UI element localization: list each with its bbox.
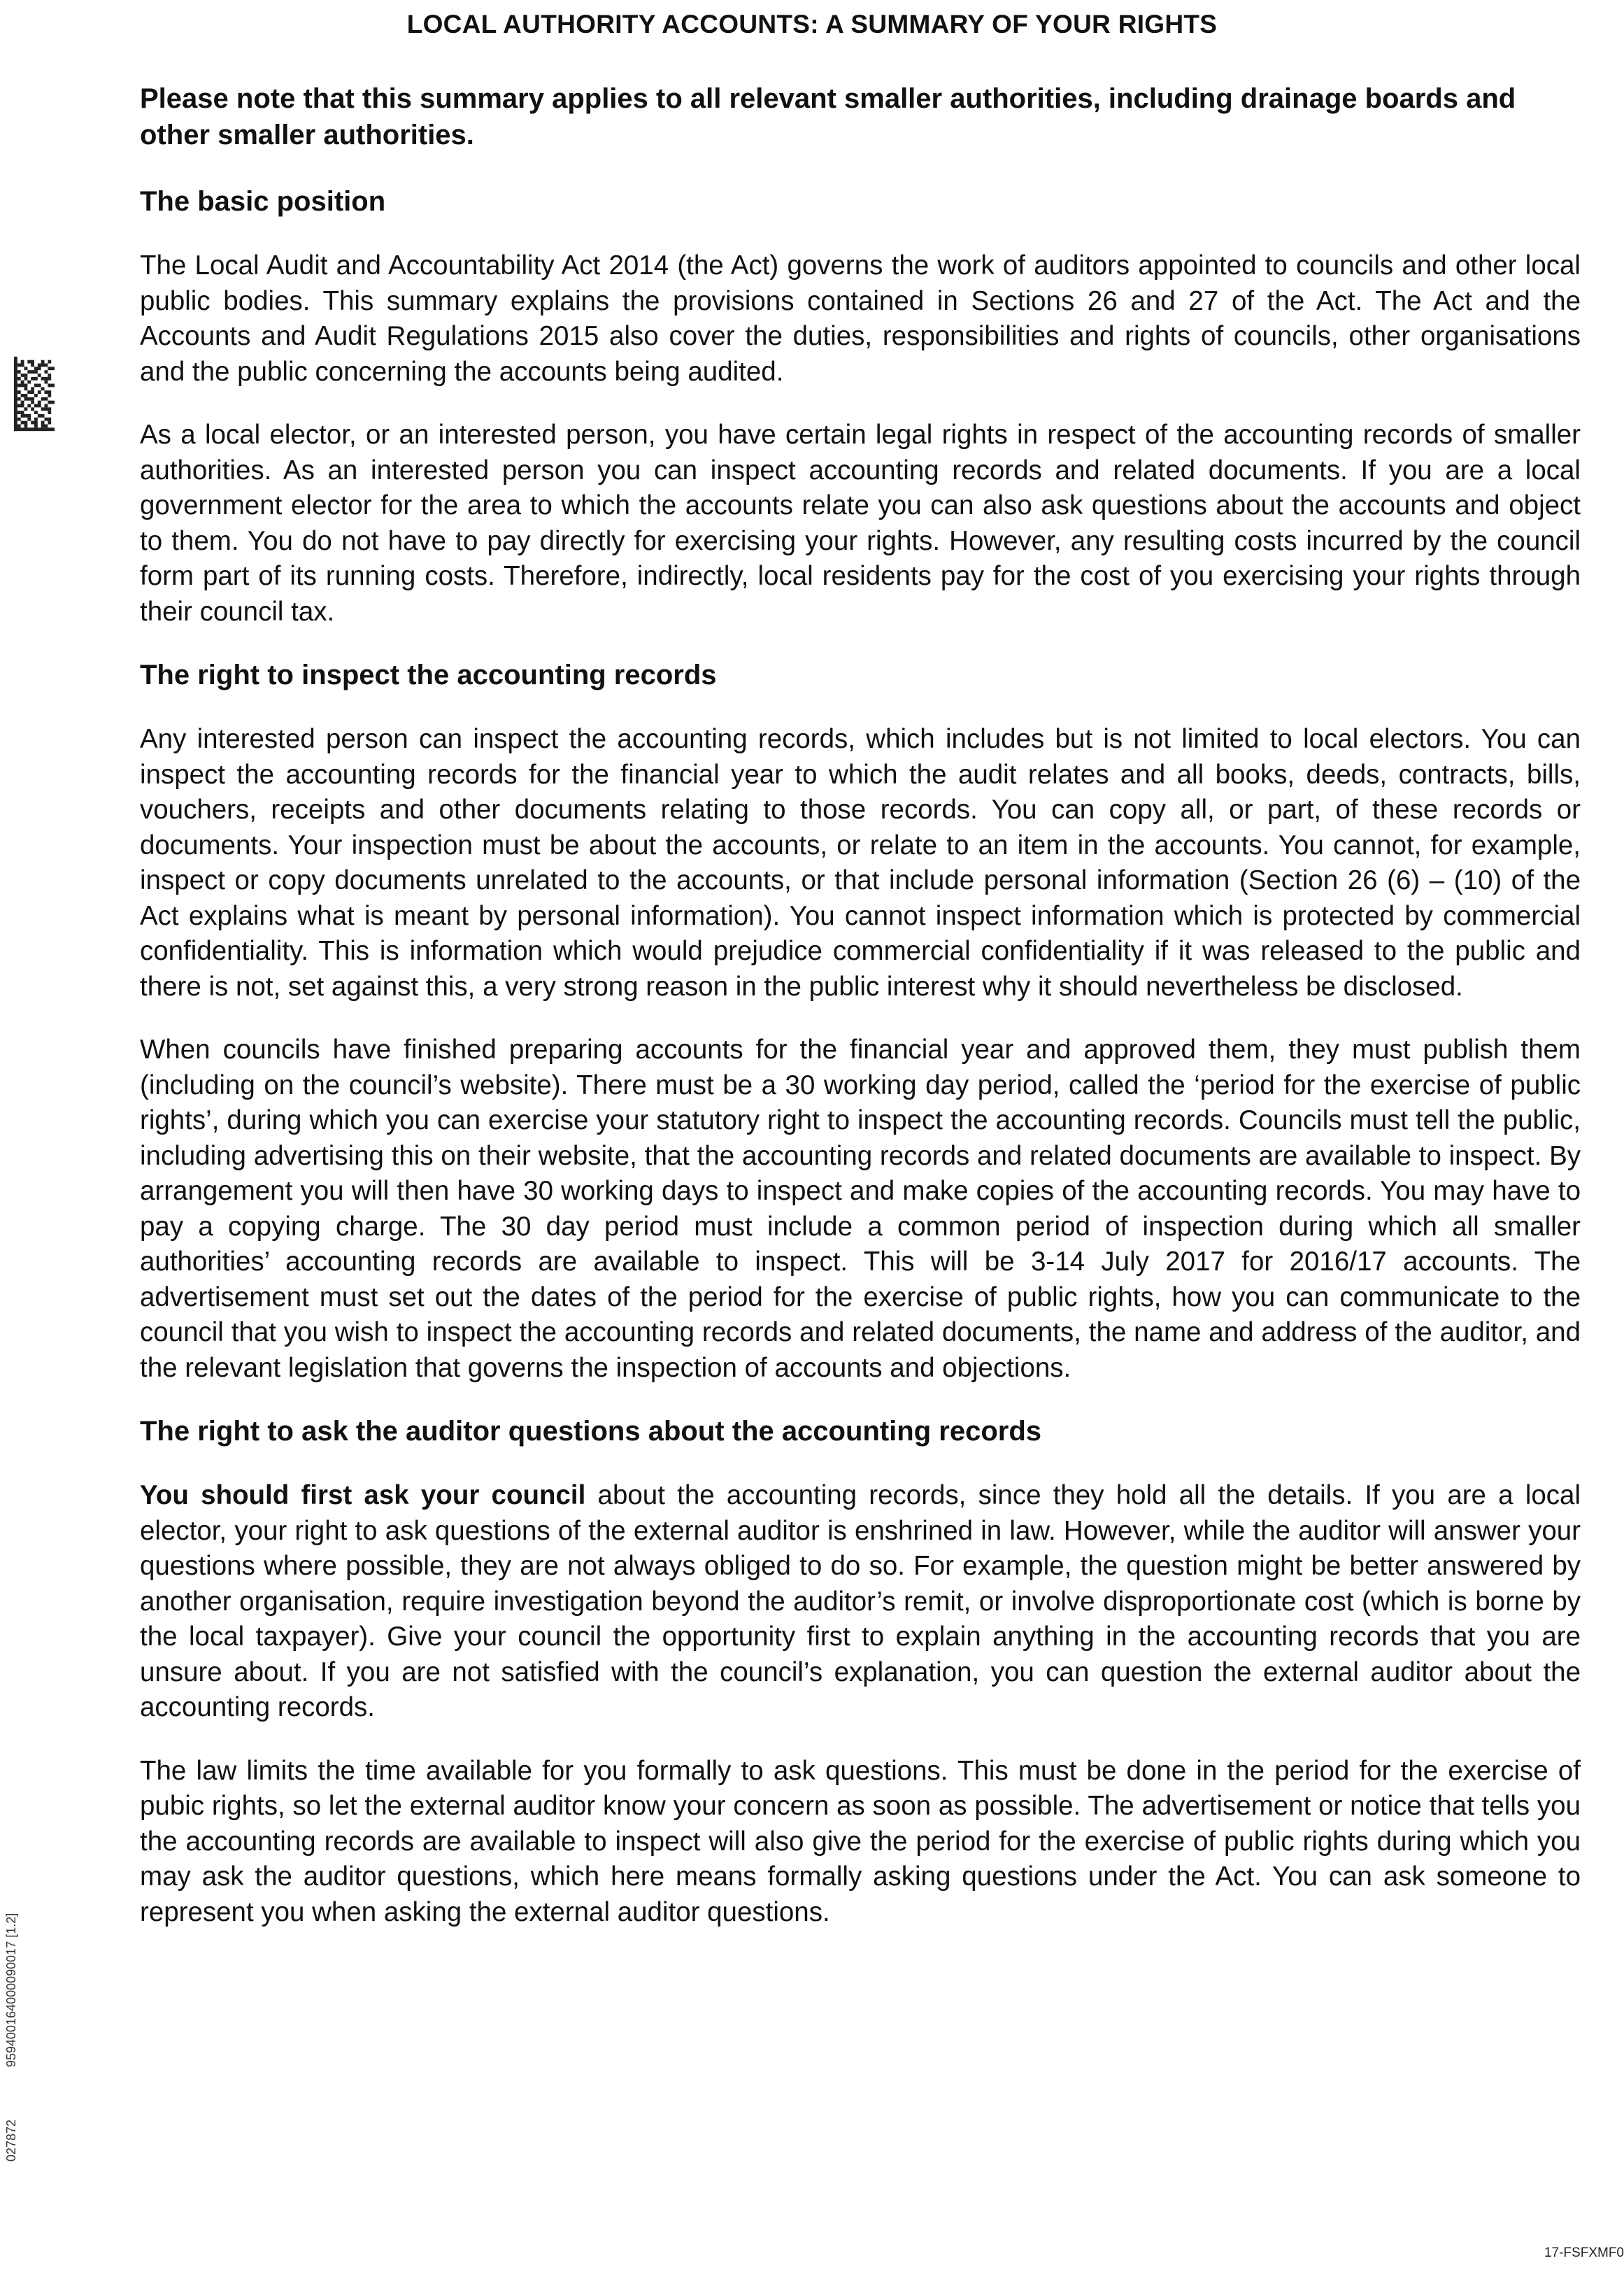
paragraph (140, 1478, 1581, 1726)
scan-code: 959400164000090017 [1.2] (4, 1913, 18, 2067)
paragraph: The Local Audit and Accountability Act 2014 (the Act) governs the work of auditors appointed to councils and other local public bodies. This summary explains the provisions contained in Sections 26 and 27 of the Act. The Act and the Accounts and Audit Regulations 2015 also cover the duties, responsibilities and rights of councils, other organisations and the public concerning the accounts being audited. (140, 250, 1581, 387)
section-heading: The basic position (140, 186, 386, 217)
paragraph: As a local elector, or an interested person, you have certain legal rights in respect of the accounting records of smaller authorities. As an interested person you can inspect accounting records and related documents. If you are a local government elector for the area to which the accounts relate you can also ask questions about the accounts and object to them. You do not have to pay directly for exercising your rights. However, any resulting costs incurred by the council form part of its running costs. Therefore, indirectly, local residents pay for the cost of you exercising your rights through their council tax. (140, 420, 1581, 627)
lead-bold-text: You should first ask your council (140, 1480, 586, 1510)
paragraph: The law limits the time available for you formally to ask questions. This must be done in the period for the exercise of pubic rights, so let the external auditor know your concern as soon as possible. The advertisement or notice that tells you the accounting records are available to inspect will also give the period for the exercise of public rights during which you may ask the auditor questions, which here means formally asking questions under the Act. You can ask someone to represent you when asking the external auditor questions. (140, 1755, 1581, 1927)
section-heading: The right to inspect the accounting records (140, 660, 717, 690)
batch-code: 027872 (4, 2119, 18, 2162)
intro-note: Please note that this summary applies to all relevant smaller authorities, including drainage boards and other smaller authorities. (140, 83, 1516, 150)
page-title: LOCAL AUTHORITY ACCOUNTS: A SUMMARY OF YOUR RIGHTS (406, 10, 1218, 38)
document-body (140, 80, 1581, 1958)
footer-form-code: 17-FSFXMF0 (1544, 2246, 1624, 2260)
paragraph: When councils have finished preparing accounts for the financial year and approved them, they must publish them (including on the council’s website). There must be a 30 working day period, called the ‘period for the exercise of public rights’, during which you can exercise your statutory right to inspect the accounting records. Councils must tell the public, including advertising this on their website, that the accounting records and related documents are available to inspect. By arrangement you will then have 30 working days to inspect and make copies of the accounting records. You may have to pay a copying charge. The 30 day period must include a common period of inspection during which all smaller authorities’ accounting records are available to inspect. This will be 3-14 July 2017 for 2016/17 accounts. The advertisement must set out the dates of the period for the exercise of public rights, how you can communicate to the council that you wish to inspect the accounting records and related documents, the name and address of the auditor, and the relevant legislation that governs the inspection of accounts and objections. (140, 1035, 1581, 1383)
datamatrix-barcode-icon (14, 355, 55, 432)
section-heading: The right to ask the auditor questions about the accounting records (140, 1416, 1042, 1447)
paragraph: Any interested person can inspect the accounting records, which includes but is not limited to local electors. You can inspect the accounting records for the financial year to which the audit relates and all books, deeds, contracts, bills, vouchers, receipts and other documents relating to those records. You can copy all, or part, of these records or documents. Your inspection must be about the accounts, or relate to an item in the accounts. You cannot, for example, inspect or copy documents unrelated to the accounts, or that include personal information (Section 26 (6) – (10) of the Act explains what is meant by personal information). You cannot inspect information which is protected by commercial confidentiality. This is information which would prejudice commercial confidentiality if it was released to the public and there is not, set against this, a very strong reason in the public interest why it should nevertheless be disclosed. (140, 724, 1581, 1002)
paragraph-body: about the accounting records, since they hold all the details. If you are a local elector, your right to ask questions of the external auditor is enshrined in law. However, while the auditor will answer your questions where possible, they are not always obliged to do so. For example, the question might be better answered by another organisation, require investigation beyond the auditor’s remit, or involve disproportionate cost (which is borne by the local taxpayer). Give your council the opportunity first to explain anything in the accounting records that you are unsure about. If you are not satisfied with the council’s explanation, you can question the external auditor about the accounting records. (140, 1480, 1581, 1722)
